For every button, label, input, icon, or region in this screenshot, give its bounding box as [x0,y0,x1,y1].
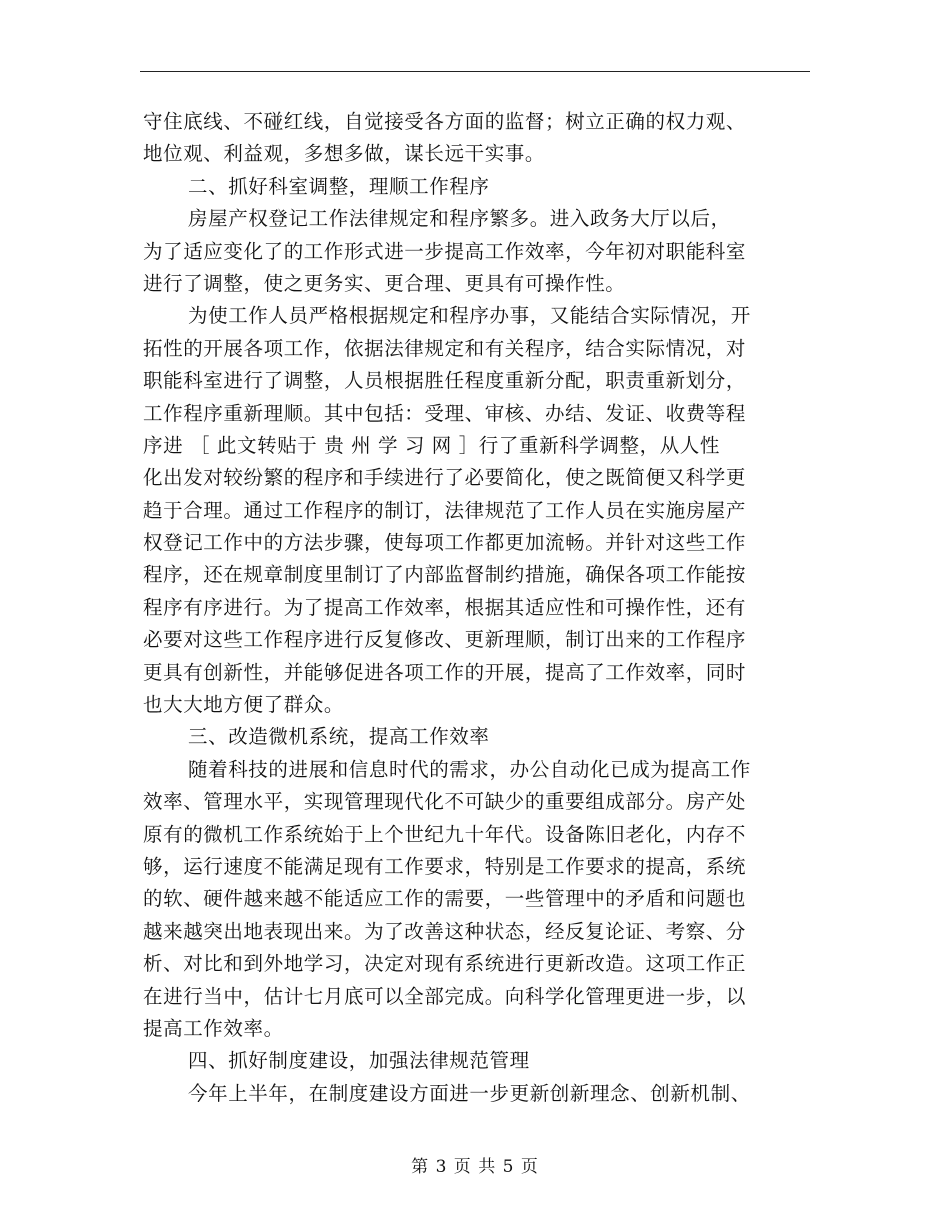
text-line: 效率、管理水平，实现管理现代化不可缺少的重要组成部分。房产处 [143,790,747,814]
text-line: 为了适应变化了的工作形式进一步提高工作效率，今年初对职能科室 [143,239,747,263]
section-heading: 三、改造微机系统，提高工作效率 [188,725,490,749]
text-line: 地位观、利益观，多想多做，谋长远干实事。 [143,142,546,166]
text-line: 职能科室进行了调整，人员根据胜任程度重新分配，职责重新划分， [143,369,747,393]
text-line: 的软、硬件越来越不能适应工作的需要，一些管理中的矛盾和问题也 [143,887,747,911]
header-rule [140,71,810,72]
text-line: 趋于合理。通过工作程序的制订，法律规范了工作人员在实施房屋产 [143,498,747,522]
text-line: 析、对比和到外地学习，决定对现有系统进行更新改造。这项工作正 [143,952,747,976]
text-line: 程序有序进行。为了提高工作效率，根据其适应性和可操作性，还有 [143,595,747,619]
text-line: 在进行当中，估计七月底可以全部完成。向科学化管理更进一步，以 [143,984,747,1008]
text-line: 房屋产权登记工作法律规定和程序繁多。进入政务大厅以后， [188,207,731,231]
text-line: 程序，还在规章制度里制订了内部监督制约措施，确保各项工作能按 [143,563,747,587]
section-heading: 二、抓好科室调整，理顺工作程序 [188,174,490,198]
text-line: 越来越突出地表现出来。为了改善这种状态，经反复论证、考察、分 [143,919,747,943]
text-line: 随着科技的进展和信息时代的需求，办公自动化已成为提高工作 [188,757,751,781]
page-number: 第 3 页 共 5 页 [411,1157,539,1177]
text-line: 权登记工作中的方法步骤，使每项工作都更加流畅。并针对这些工作 [143,531,747,555]
document-body [143,106,807,1110]
text-line: 今年上半年，在制度建设方面进一步更新创新理念、创新机制、 [188,1081,751,1105]
text-line: 提高工作效率。 [143,1016,284,1040]
text-line: 化出发对较纷繁的程序和手续进行了必要简化，使之既简便又科学更 [143,466,747,490]
text-line: 也大大地方便了群众。 [143,693,345,717]
text-line: 更具有创新性，并能够促进各项工作的开展，提高了工作效率，同时 [143,660,747,684]
text-line: 序进 ［ 此文转贴于 贵 州 学 习 网 ］行了重新科学调整，从人性 [143,433,720,457]
text-line: 必要对这些工作程序进行反复修改、更新理顺，制订出来的工作程序 [143,628,747,652]
text-line: 进行了调整，使之更务实、更合理、更具有可操作性。 [143,271,626,295]
text-line: 为使工作人员严格根据规定和程序办事，又能结合实际情况，开 [188,304,751,328]
text-line: 原有的微机工作系统始于上个世纪九十年代。设备陈旧老化，内存不 [143,822,747,846]
section-heading: 四、抓好制度建设，加强法律规范管理 [188,1049,530,1073]
text-line: 拓性的开展各项工作，依据法律规定和有关程序，结合实际情况，对 [143,336,747,360]
text-line: 够，运行速度不能满足现有工作要求，特别是工作要求的提高，系统 [143,854,747,878]
text-line: 工作程序重新理顺。其中包括：受理、审核、办结、发证、收费等程 [143,401,747,425]
text-line: 守住底线、不碰红线，自觉接受各方面的监督；树立正确的权力观、 [143,110,747,133]
